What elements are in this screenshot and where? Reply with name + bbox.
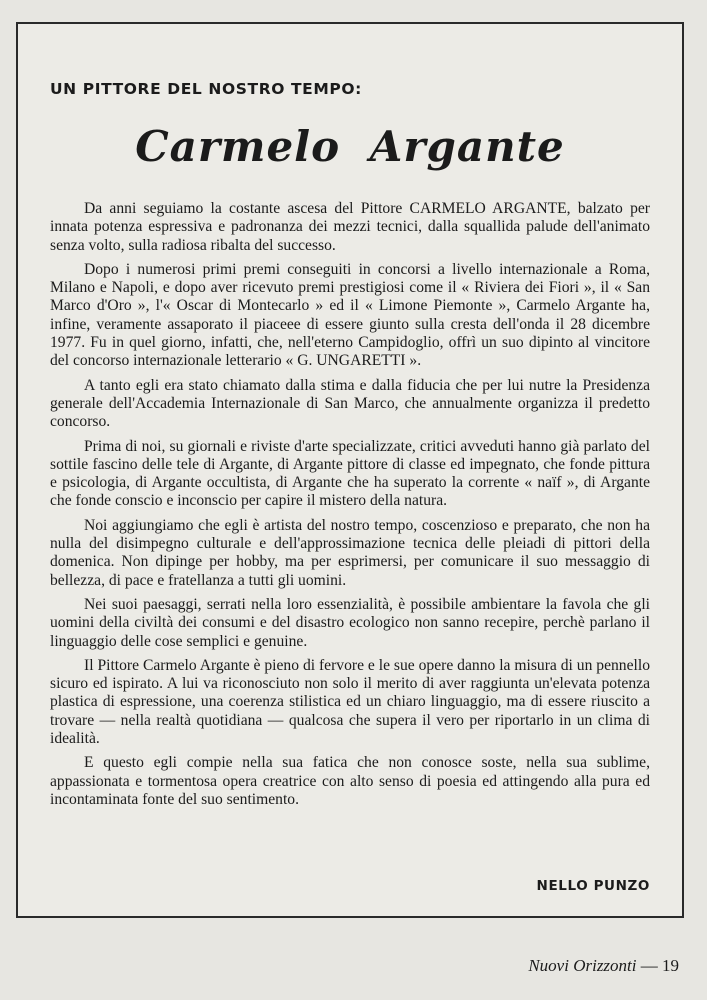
paragraph: Nei suoi paesaggi, serrati nella loro essenzialità, è possibile ambientare la favola che gli uomini della civiltà dei consumi e del disastro ecologico non sanno recepire, perchè parlano il linguaggio delle cose semplici e genuine. <box>50 595 650 650</box>
page-footer <box>528 956 679 976</box>
author-signature: NELLO PUNZO <box>536 878 650 894</box>
paragraph: A tanto egli era stato chiamato dalla stima e dalla fiducia che per lui nutre la Presidenza generale dell'Accademia Internazionale di San Marco, che annualmente organizza il predetto concorso. <box>50 376 650 431</box>
paragraph: Il Pittore Carmelo Argante è pieno di fervore e le sue opere danno la misura di un pennello sicuro ed ispirato. A lui va riconosciuto non solo il merito di aver raggiunta un'elevata potenza plastica di espressione, una coerenza stilistica ed un chiaro linguaggio, ma di essere riuscito a trovare — nella realtà quotidiana — qualcosa che supera il vero per riportarlo in un clima di idealità. <box>50 656 650 748</box>
page-number: 19 <box>662 956 679 975</box>
paragraph: Prima di noi, su giornali e riviste d'arte specializzate, critici avveduti hanno già parlato del sottile fascino delle tele di Argante, di Argante pittore di classe ed impegnato, che fonde pittura e psicologia, di Argante occultista, di Argante che ha superato la corrente « naïf », di Argante che fonde conscio e inconscio per capire il mistero della natura. <box>50 437 650 510</box>
article-body <box>50 200 650 815</box>
paragraph: E questo egli compie nella sua fatica che non conosce soste, nella sua sublime, appassionata e tormentosa opera creatrice con alto senso di poesia ed attingendo alla pura ed incontaminata fonte del suo sentimento. <box>50 754 650 808</box>
paragraph: Da anni seguiamo la costante ascesa del Pittore CARMELO ARGANTE, balzato per innata potenza espressiva e padronanza dei mezzi tecnici, dalla squallida palude dell'animato senza volto, sulla radiosa ribalta del successo. <box>50 200 650 254</box>
paragraph: Dopo i numerosi primi premi conseguiti in concorsi a livello internazionale a Roma, Milano e Napoli, e dopo aver ricevuto premi prestigiosi come il « Riviera dei Fiori », il « San Marco d'Oro », l'« Oscar di Montecarlo » ed il « Limone Piemonte », Carmelo Argante ha, infine, veramente assaporato il piaceee di essere giunto sulla cresta dell'onda il 28 dicembre 1977. Fu in quel giorno, infatti, che, nell'eterno Campidoglio, offrì un suo dipinto al vincitore del concorso internazionale letterario « G. UNGARETTI ». <box>50 260 650 370</box>
magazine-name: Nuovi Orizzonti <box>528 956 637 975</box>
paragraph: Noi aggiungiamo che egli è artista del nostro tempo, coscenzioso e preparato, che non ha nulla del disimpegno culturale e dell'approssimazione tecnica delle pleiadi di pittori della domenica. Non dipinge per hobby, ma per esprimersi, per comunicare il suo messaggio di bellezza, di pace e fratellanza a tutti gli uomini. <box>50 516 650 589</box>
footer-separator: — <box>640 956 658 975</box>
article-title: Carmelo Argante <box>135 122 565 171</box>
article-frame <box>16 22 684 918</box>
article-kicker: UN PITTORE DEL NOSTRO TEMPO: <box>50 80 362 98</box>
